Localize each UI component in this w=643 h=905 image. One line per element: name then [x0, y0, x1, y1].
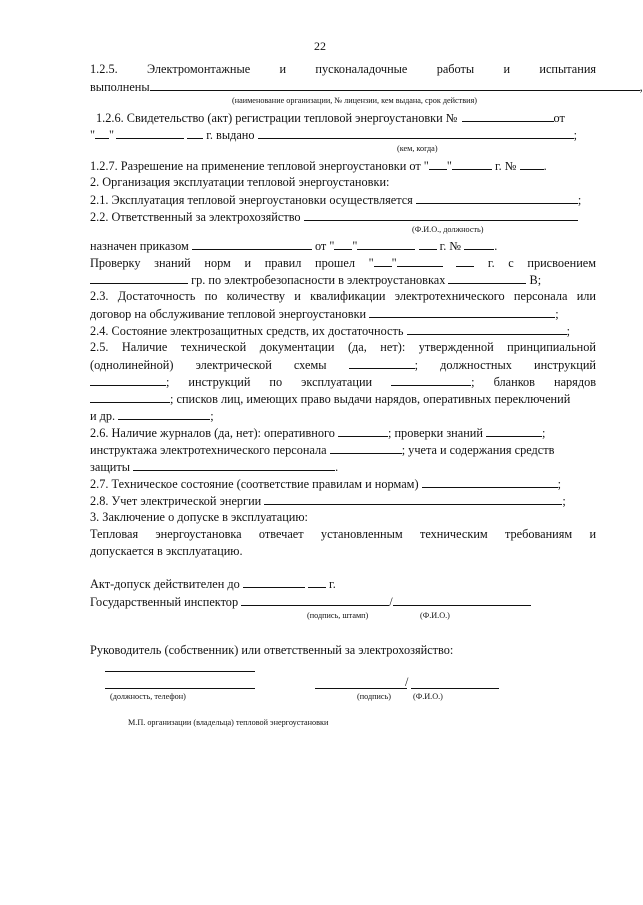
text: энергоустановка — [155, 527, 242, 541]
text: установленным — [320, 527, 403, 541]
signature-line[interactable] — [241, 593, 389, 606]
conclusion-line-1 — [90, 526, 596, 543]
section-2-5-line-4 — [90, 390, 596, 408]
caption-fio-position: (Ф.И.О., должность) — [412, 225, 484, 234]
text: Тепловая — [90, 527, 139, 541]
text: прошел — [315, 256, 355, 270]
text: 2.4. Состояние электрозащитных средств, их достаточность — [90, 324, 404, 338]
text: Государственный инспектор — [90, 595, 239, 609]
caption-organization: (наименование организации, № лицензии, кем выдана, срок действия) — [232, 96, 478, 105]
fill-line[interactable] — [192, 237, 312, 250]
text: . — [335, 460, 339, 474]
section-1-2-5-line-1 — [90, 61, 596, 78]
section-2-2-line-3 — [90, 254, 596, 272]
fill-line[interactable] — [357, 237, 415, 250]
text: от " — [314, 239, 335, 253]
text: г. — [487, 256, 495, 270]
text: г. № — [439, 239, 462, 253]
text: договор на обслуживание тепловой энергоустановки — [90, 307, 367, 321]
fio-line[interactable] — [393, 593, 531, 606]
text: назначен приказом — [90, 239, 189, 253]
page-number: 22 — [314, 39, 326, 53]
text: испытания — [539, 62, 597, 76]
section-2-5-line-3 — [90, 373, 596, 391]
text: ; — [557, 477, 562, 491]
text: с — [508, 256, 514, 270]
text: должностных — [440, 358, 512, 372]
caption-signature: (подпись) — [357, 692, 391, 701]
text: " — [90, 128, 96, 142]
text: 1.2.6. Свидетельство (акт) регистрации тепловой энергоустановки № — [96, 111, 458, 125]
text: ; — [414, 358, 419, 372]
fill-line[interactable] — [90, 271, 188, 284]
text: ; — [577, 193, 582, 207]
text: 2.6. Наличие журналов (да, нет): оперативного — [90, 426, 335, 440]
text: " — [368, 256, 374, 270]
text: и — [503, 62, 511, 76]
text: требованиям — [504, 527, 573, 541]
text: . — [543, 159, 547, 173]
text: норм — [204, 256, 231, 270]
text: ; — [566, 324, 570, 338]
fill-line[interactable] — [133, 458, 335, 471]
fill-line[interactable] — [429, 157, 447, 170]
section-2-3-line-2 — [90, 305, 596, 323]
fill-line[interactable] — [150, 78, 640, 91]
section-2-4 — [90, 322, 596, 340]
section-1-2-6-line-1 — [96, 109, 596, 127]
text: Проверку — [90, 256, 141, 270]
text: присвоением — [527, 256, 597, 270]
section-1-2-5-line-2 — [90, 78, 643, 96]
text: " — [391, 256, 397, 270]
fill-line[interactable] — [464, 237, 494, 250]
text: 2.1. Эксплуатация тепловой энергоустановки осуществляется — [90, 193, 413, 207]
text: гр. по электробезопасности в электроустановках — [191, 273, 446, 287]
text: работы — [436, 62, 475, 76]
fill-line[interactable] — [397, 254, 443, 267]
fill-line[interactable] — [304, 208, 578, 221]
fill-line[interactable] — [391, 373, 471, 386]
text: и — [589, 527, 597, 541]
section-2-heading: 2. Организация эксплуатации тепловой энергоустановки: — [90, 175, 390, 189]
text: ; учета и содержания средств — [401, 443, 555, 457]
text: г. выдано — [206, 128, 255, 142]
text: выполнены — [90, 80, 150, 94]
section-1-2-7 — [90, 157, 596, 175]
text: / — [389, 595, 393, 609]
fill-line[interactable] — [90, 373, 166, 386]
fill-line[interactable] — [308, 575, 326, 588]
section-2-3-line-1: 2.3. Достаточность по количеству и квалификации электротехнического персонала или — [90, 289, 596, 303]
caption-position-phone: (должность, телефон) — [110, 692, 186, 701]
caption-sign-stamp: (подпись, штамп) — [307, 611, 369, 620]
text: В; — [529, 273, 542, 287]
text: отвечает — [258, 527, 304, 541]
section-2-6-line-2 — [90, 441, 596, 459]
text: ; — [562, 494, 566, 508]
fill-line[interactable] — [422, 475, 558, 488]
text: ; — [166, 375, 170, 389]
text: по — [269, 375, 283, 389]
text: (однолинейной) — [90, 358, 174, 372]
fill-line[interactable] — [330, 441, 402, 454]
text: г. № — [494, 159, 517, 173]
fill-line[interactable] — [95, 126, 109, 139]
text: и — [279, 62, 287, 76]
position-line-1[interactable] — [105, 671, 255, 672]
fill-line[interactable] — [369, 305, 555, 318]
text: нарядов — [554, 375, 597, 389]
fill-line[interactable] — [462, 109, 554, 122]
section-2-2-line-1 — [90, 208, 596, 226]
text: ; — [210, 409, 214, 423]
section-2-2-line-4 — [90, 271, 596, 289]
caption-fio: (Ф.И.О.) — [420, 611, 450, 620]
fill-line[interactable] — [264, 492, 562, 505]
text: защиты — [90, 460, 131, 474]
text: 1.2.7. Разрешение на применение тепловой энергоустановки от " — [90, 159, 429, 173]
text: , — [639, 80, 643, 94]
text: знаний — [154, 256, 191, 270]
text: ; проверки знаний — [387, 426, 483, 440]
section-3-heading: 3. Заключение о допуске в эксплуатацию: — [90, 510, 308, 524]
signature-line[interactable] — [315, 688, 407, 689]
inspector-line — [90, 593, 596, 611]
text: от — [553, 111, 565, 125]
fill-line[interactable] — [520, 157, 544, 170]
text: схемы — [293, 358, 327, 372]
text: ; — [542, 426, 546, 440]
text: 2.7. Техническое состояние (соответствие правилам и нормам) — [90, 477, 419, 491]
section-1-2-6-line-2 — [90, 126, 596, 144]
slash: / — [405, 675, 409, 689]
conclusion-line-2: допускается в эксплуатацию. — [90, 544, 243, 558]
section-2-7 — [90, 475, 596, 493]
text: и др. — [90, 409, 116, 423]
caption-who-when: (кем, когда) — [397, 144, 438, 153]
fill-line[interactable] — [338, 424, 388, 437]
text: и — [244, 256, 252, 270]
text: инструктажа электротехнического персонала — [90, 443, 327, 457]
section-2-2-line-2 — [90, 237, 596, 255]
text: инструкций — [188, 375, 251, 389]
section-2-6-line-1 — [90, 424, 596, 442]
text: " — [109, 128, 115, 142]
text: Акт-допуск действителен до — [90, 577, 240, 591]
section-2-5-line-2 — [90, 356, 596, 374]
text: 1.2.5. Электромонтажные — [90, 62, 251, 76]
text: инструкций — [534, 358, 597, 372]
fill-line[interactable] — [419, 237, 437, 250]
fill-line[interactable] — [258, 126, 574, 139]
section-2-5-line-5 — [90, 407, 596, 425]
fill-line[interactable] — [90, 390, 170, 403]
fill-line[interactable] — [187, 126, 203, 139]
fill-line[interactable] — [374, 254, 392, 267]
fill-line[interactable] — [486, 424, 542, 437]
caption-fio-head: (Ф.И.О.) — [413, 692, 443, 701]
text: ; — [471, 375, 475, 389]
text: ; — [555, 307, 559, 321]
fill-line[interactable] — [456, 254, 474, 267]
fill-line[interactable] — [349, 356, 415, 369]
text: пусконаладочные — [315, 62, 408, 76]
fill-line[interactable] — [116, 126, 184, 139]
text: г. — [329, 577, 336, 591]
text: " — [352, 239, 358, 253]
fill-line[interactable] — [452, 157, 492, 170]
text: электрической — [195, 358, 272, 372]
section-2-6-line-3 — [90, 458, 596, 476]
fill-line[interactable] — [448, 271, 526, 284]
text: . — [494, 239, 498, 253]
text: бланков — [493, 375, 535, 389]
section-2-1 — [90, 191, 596, 209]
fio-line[interactable] — [411, 688, 499, 689]
fill-line[interactable] — [243, 575, 305, 588]
fill-line[interactable] — [334, 237, 352, 250]
position-line-2[interactable] — [105, 688, 255, 689]
validity-line — [90, 575, 596, 593]
text: 2.2. Ответственный за электрохозяйство — [90, 210, 301, 224]
text: техническим — [419, 527, 488, 541]
text: ; — [573, 128, 578, 142]
section-2-5-line-1: 2.5. Наличие технической документации (да, нет): утвержденной принципиальной — [90, 340, 596, 354]
section-2-8 — [90, 492, 596, 510]
text: эксплуатации — [301, 375, 373, 389]
text: " — [446, 159, 452, 173]
text: 2.8. Учет электрической энергии — [90, 494, 262, 508]
head-label: Руководитель (собственник) или ответственный за электрохозяйство: — [90, 643, 454, 657]
text: правил — [264, 256, 302, 270]
fill-line[interactable] — [416, 191, 578, 204]
fill-line[interactable] — [118, 407, 210, 420]
fill-line[interactable] — [407, 322, 567, 335]
text: ; списков лиц, имеющих право выдачи нарядов, оперативных переключений — [170, 392, 571, 406]
stamp-note: М.П. организации (владельца) тепловой энергоустановки — [128, 718, 329, 727]
